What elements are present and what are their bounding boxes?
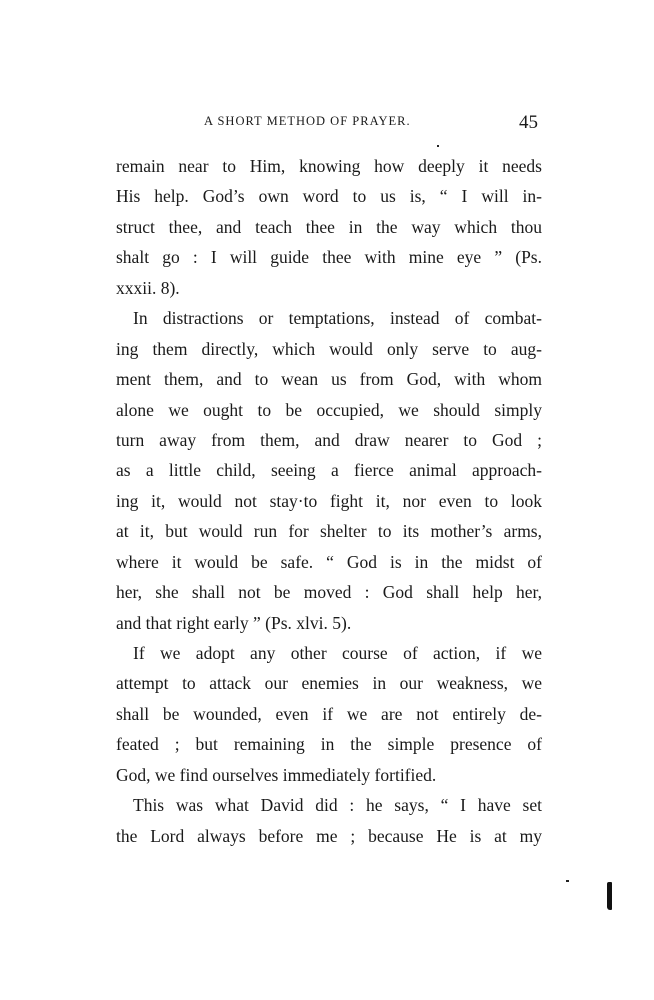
text-line: her, she shall not be moved : God shall help her, — [116, 582, 542, 603]
text-line: where it would be safe. “ God is in the midst of — [116, 551, 542, 572]
text-line: xxxii. 8). — [116, 277, 180, 298]
text-line: and that right early ” (Ps. xlvi. 5). — [116, 612, 352, 633]
text-line: alone we ought to be occupied, we should simply — [116, 399, 542, 420]
text-line: ing them directly, which would only serve to aug- — [116, 338, 542, 359]
text-line: His help. God’s own word to us is, “ I will in- — [116, 186, 542, 207]
page-number: 45 — [519, 112, 538, 133]
text-line: This was what David did : he says, “ I have set — [133, 795, 542, 816]
text-line: shalt go : I will guide thee with mine eye ” (Ps. — [116, 247, 542, 268]
text-line: at it, but would run for shelter to its mother’s arms, — [116, 521, 542, 542]
text-line: turn away from them, and draw nearer to God ; — [116, 429, 542, 450]
text-line: as a little child, seeing a fierce animal approach- — [116, 460, 542, 481]
text-line: God, we find ourselves immediately fortified. — [116, 764, 437, 785]
text-line: feated ; but remaining in the simple presence of — [116, 734, 542, 755]
scan-mark — [607, 882, 612, 910]
text-line: the Lord always before me ; because He is at my — [116, 825, 542, 846]
scan-speck — [566, 880, 569, 882]
text-line: shall be wounded, even if we are not entirely de- — [116, 703, 542, 724]
scan-speck — [437, 145, 439, 147]
text-line: ing it, would not stay·to fight it, nor even to look — [116, 490, 542, 511]
text-line: attempt to attack our enemies in our weakness, we — [116, 673, 542, 694]
text-line: If we adopt any other course of action, if we — [133, 643, 542, 663]
text-line: ment them, and to wean us from God, with whom — [116, 369, 542, 390]
body-text — [116, 151, 542, 851]
text-line: In distractions or temptations, instead of combat- — [133, 308, 542, 329]
text-line: remain near to Him, knowing how deeply it needs — [116, 156, 542, 176]
running-title: A SHORT METHOD OF PRAYER. — [204, 114, 411, 128]
text-line: struct thee, and teach thee in the way which thou — [116, 216, 542, 237]
